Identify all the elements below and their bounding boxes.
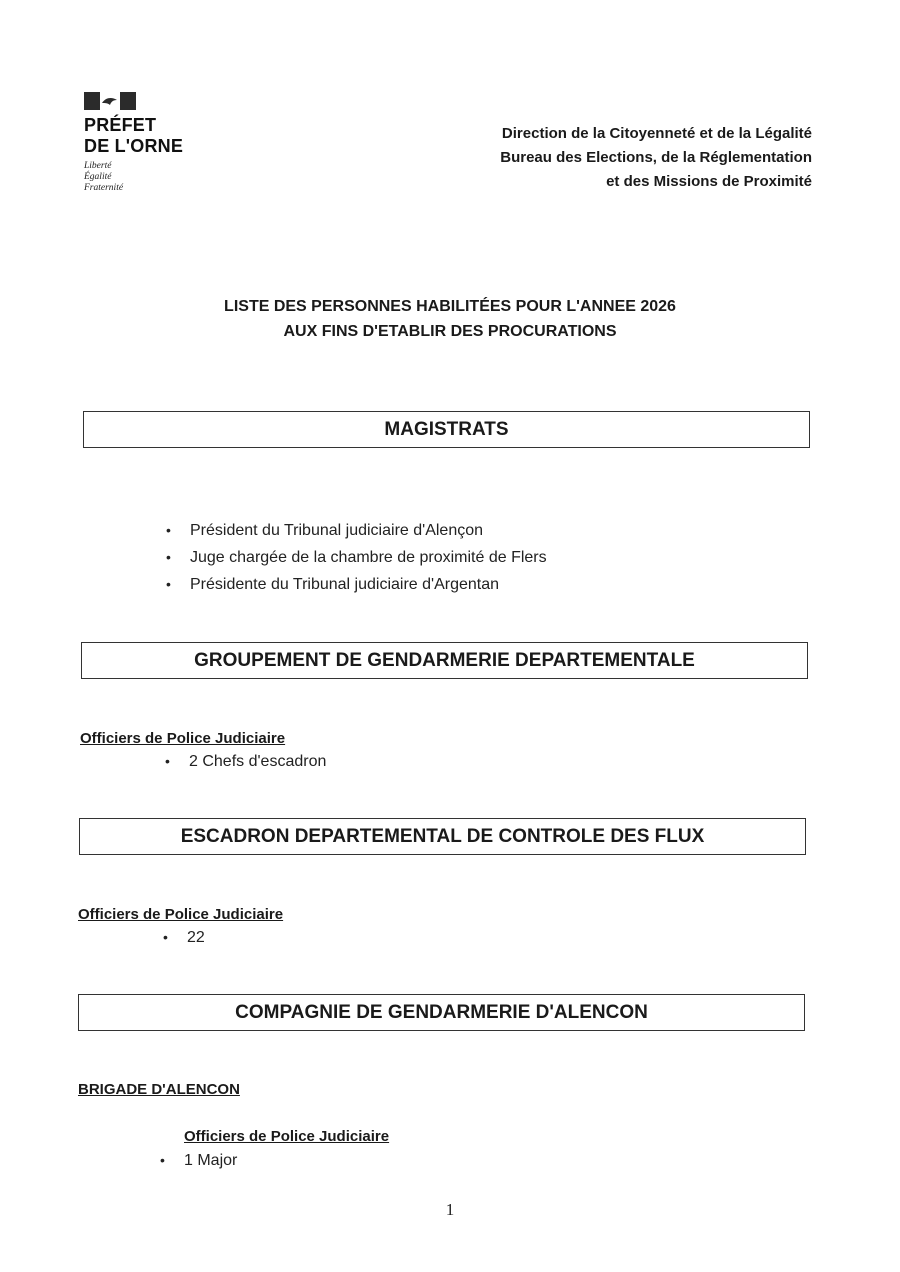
direction-line-1: Direction de la Citoyenneté et de la Légalité xyxy=(501,125,812,142)
direction-header xyxy=(500,122,812,194)
bullet-icon: • xyxy=(165,753,170,769)
list-item-text: Présidente du Tribunal judiciaire d'Argentan xyxy=(190,576,500,593)
brigade-list xyxy=(160,1147,238,1174)
brigade-heading: BRIGADE D'ALENCON xyxy=(78,1081,240,1098)
section-heading-cga: COMPAGNIE DE GENDARMERIE D'ALENCON xyxy=(78,994,805,1031)
bullet-icon: • xyxy=(166,522,171,538)
list-item xyxy=(160,1147,238,1174)
list-item xyxy=(166,544,547,571)
marianne-logo-icon xyxy=(84,92,136,110)
bullet-icon: • xyxy=(163,929,168,945)
document-title xyxy=(0,294,900,344)
ggd-list xyxy=(165,748,327,775)
opj-subheading: Officiers de Police Judiciaire xyxy=(184,1128,390,1145)
section-heading-ggd: GROUPEMENT DE GENDARMERIE DEPARTEMENTALE xyxy=(81,642,808,679)
direction-line-3: et des Missions de Proximité xyxy=(606,173,812,190)
list-item xyxy=(163,924,205,951)
list-item xyxy=(166,571,547,598)
bullet-icon: • xyxy=(166,576,171,592)
list-item xyxy=(165,748,327,775)
prefecture-logo xyxy=(84,92,183,194)
bullet-icon: • xyxy=(166,549,171,565)
bullet-icon: • xyxy=(160,1152,165,1168)
magistrats-list xyxy=(166,517,547,598)
list-item xyxy=(166,517,547,544)
motto-fraternite: Fraternité xyxy=(84,183,124,193)
opj-subheading: Officiers de Police Judiciaire xyxy=(80,730,286,747)
section-heading-magistrats: MAGISTRATS xyxy=(83,411,810,448)
section-heading-edcf: ESCADRON DEPARTEMENTAL DE CONTROLE DES FLUX xyxy=(79,818,806,855)
motto-liberte: Liberté xyxy=(84,161,112,171)
direction-line-2: Bureau des Elections, de la Réglementation xyxy=(500,149,812,166)
motto-egalite: Égalité xyxy=(84,172,112,182)
prefecture-name xyxy=(84,115,183,157)
list-item-text: 22 xyxy=(187,929,205,946)
prefecture-line-2: DE L'ORNE xyxy=(84,136,184,156)
opj-subheading: Officiers de Police Judiciaire xyxy=(78,906,284,923)
list-item-text: Juge chargée de la chambre de proximité de Flers xyxy=(190,549,547,566)
list-item-text: Président du Tribunal judiciaire d'Alençon xyxy=(190,522,484,539)
title-line-1: LISTE DES PERSONNES HABILITÉES POUR L'ANNEE 2026 xyxy=(224,298,676,315)
prefecture-line-1: PRÉFET xyxy=(84,115,157,135)
republic-motto xyxy=(84,161,183,194)
edcf-list xyxy=(163,924,205,951)
list-item-text: 1 Major xyxy=(184,1152,238,1169)
list-item-text: 2 Chefs d'escadron xyxy=(189,753,327,770)
page-number: 1 xyxy=(445,1200,455,1219)
title-line-2: AUX FINS D'ETABLIR DES PROCURATIONS xyxy=(283,323,617,340)
